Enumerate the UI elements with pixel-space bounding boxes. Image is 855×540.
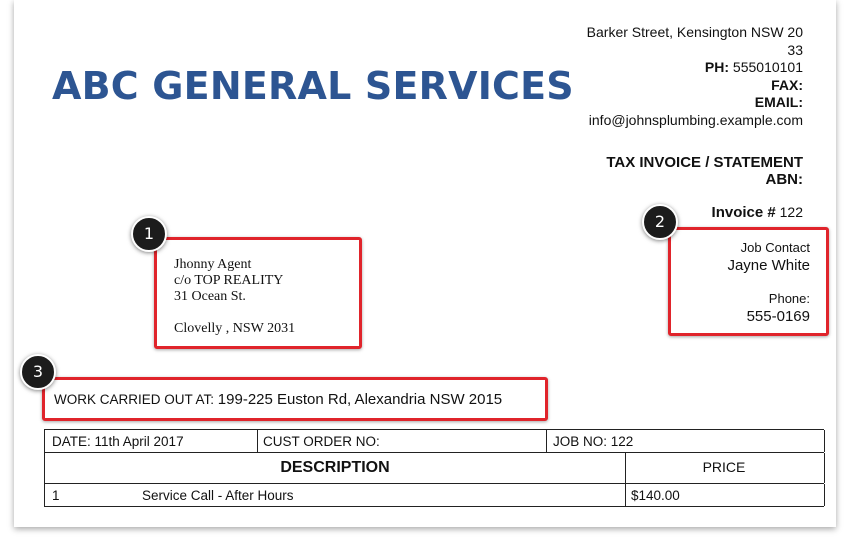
work-address: 199-225 Euston Rd, Alexandria NSW 2015 (217, 391, 503, 408)
callout-marker-3: 3 (20, 354, 56, 390)
line-item-cell (44, 484, 626, 506)
invoice-label: Invoice # (711, 204, 776, 221)
job-contact-label: Job Contact (740, 240, 810, 255)
work-location-box (42, 377, 548, 421)
job-contact-phone-label: Phone: (768, 291, 810, 306)
date-value: DATE: 11th April 2017 (52, 434, 184, 449)
callout-marker-2: 2 (642, 204, 678, 240)
description-header: DESCRIPTION (280, 459, 390, 476)
description-header-cell (44, 453, 626, 483)
job-no-value: JOB NO: 122 (553, 434, 634, 449)
job-contact-name: Jayne White (727, 257, 810, 274)
company-name: ABC GENERAL SERVICES (52, 64, 574, 108)
recipient-address-box (154, 237, 362, 349)
recipient-street: 31 Ocean St. (174, 289, 246, 304)
abn-label: ABN: (765, 171, 803, 188)
job-contact-phone: 555-0169 (746, 308, 810, 325)
job-contact-box (668, 227, 829, 336)
table-row (44, 484, 824, 507)
cust-order-label: CUST ORDER NO: (263, 434, 380, 449)
email-line (583, 94, 803, 112)
date-cell (44, 430, 258, 452)
line-item-description: Service Call - After Hours (142, 488, 294, 503)
street-address: Barker Street, Kensington NSW 2033 (586, 24, 803, 58)
line-item-qty: 1 (52, 488, 60, 503)
table-header-row (44, 453, 824, 484)
tax-invoice-title: TAX INVOICE / STATEMENT (606, 154, 803, 171)
tax-heading (606, 154, 803, 188)
invoice-number-line (712, 204, 803, 221)
price-header: PRICE (702, 459, 746, 475)
company-contact-block (583, 24, 803, 129)
email-value: info@johnsplumbing.example.com (588, 111, 803, 128)
recipient-name: Jhonny Agent (174, 257, 252, 272)
invoice-number: 122 (779, 204, 803, 220)
fax-line (583, 77, 803, 95)
line-item-price-cell (624, 484, 825, 506)
phone-line (583, 59, 803, 77)
work-location-line (54, 391, 502, 408)
phone-label: PH: (704, 59, 730, 75)
job-no-cell (546, 430, 825, 452)
callout-marker-1: 1 (131, 216, 167, 252)
invoice-table (44, 429, 824, 507)
line-item-price: $140.00 (631, 488, 680, 503)
work-label: WORK CARRIED OUT AT: (54, 392, 215, 407)
table-meta-row (44, 429, 824, 453)
phone-value: 555010101 (732, 59, 803, 75)
fax-label: FAX: (771, 76, 803, 93)
recipient-company: c/o TOP REALITY (174, 273, 284, 288)
recipient-suburb: Clovelly , NSW 2031 (174, 321, 296, 336)
price-header-cell (624, 453, 825, 483)
email-label: EMAIL: (754, 94, 803, 110)
cust-order-cell (256, 430, 547, 452)
